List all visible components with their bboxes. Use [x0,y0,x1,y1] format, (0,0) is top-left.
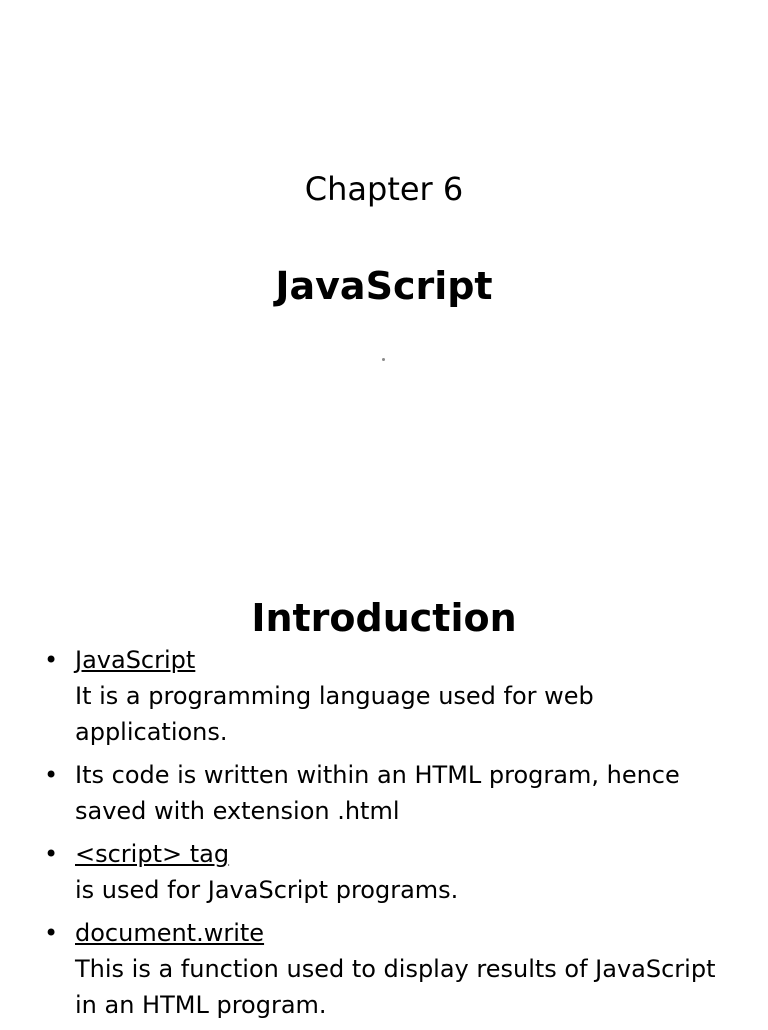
bullet-text: is used for JavaScript programs. [75,876,459,904]
bullet-text: This is a function used to display results of JavaScript in an HTML program. [75,955,716,1019]
decorative-dot [382,358,385,361]
bullet-heading: <script> tag [75,840,230,868]
slide-title: JavaScript [275,264,493,308]
bullet-item [40,836,730,908]
bullet-dot-icon: • [44,919,59,947]
bullet-item [40,757,730,829]
intro-slide [0,590,768,1024]
bullet-heading: document.write [75,919,265,947]
bullet-text: It is a programming language used for web applications. [75,682,594,746]
bullet-text: Its code is written within an HTML program, hence saved with extension .html [75,761,680,825]
bullet-heading: JavaScript [75,646,196,674]
bullet-dot-icon: • [44,646,59,674]
bullet-dot-icon: • [44,761,59,789]
bullet-item [40,915,730,1023]
intro-title: Introduction [251,596,517,640]
bullet-list [40,642,730,1030]
chapter-label: Chapter 6 [304,170,464,208]
bullet-item [40,642,730,750]
bullet-dot-icon: • [44,840,59,868]
